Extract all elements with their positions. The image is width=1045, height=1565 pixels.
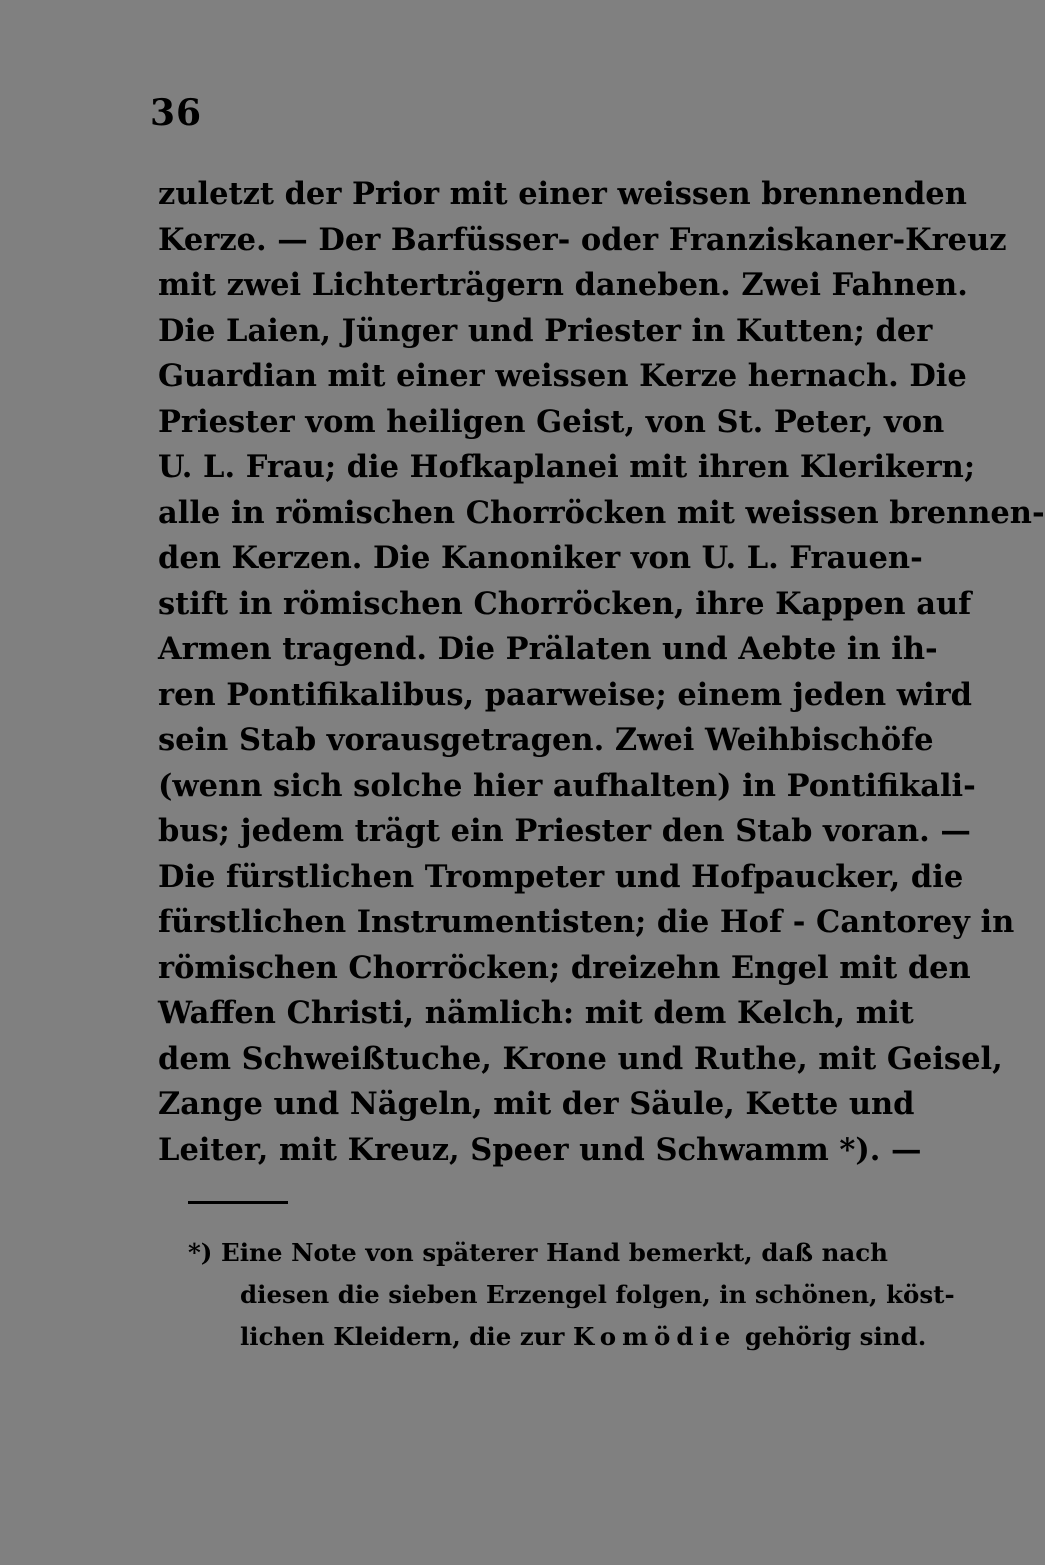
- text-line-17: fürstlichen Instrumentisten; die Hof - Cantorey in: [158, 904, 1015, 940]
- text-line-12: ren Pontifikalibus, paarweise; einem jeden wird: [158, 676, 973, 713]
- footnote-emphasized-word: Komödie: [573, 1322, 737, 1351]
- text-line-4: Die Laien, Jünger und Priester in Kutten; der: [158, 312, 933, 349]
- text-line-13: sein Stab vorausgetragen. Zwei Weihbischöfe: [158, 722, 934, 758]
- footnote-line-3: [188, 1316, 927, 1358]
- footnote-line-2: diesen die sieben Erzengel folgen, in schönen, köst-: [240, 1280, 955, 1309]
- footnote-line-3-end: gehörig sind.: [736, 1322, 927, 1351]
- text-line-14: (wenn sich solche hier aufhalten) in Pontifikali-: [158, 767, 976, 804]
- page-number: 36: [150, 92, 203, 134]
- text-line-5: Guardian mit einer weissen Kerze hernach. Die: [158, 358, 967, 394]
- text-line-10: stift in römischen Chorröcken, ihre Kappen auf: [158, 585, 972, 622]
- text-line-21: Zange und Nägeln, mit der Säule, Kette und: [158, 1086, 915, 1122]
- text-line-7: U. L. Frau; die Hofkaplanei mit ihren Klerikern;: [158, 449, 976, 485]
- text-line-8: alle in römischen Chorröcken mit weissen brennen-: [158, 494, 1045, 531]
- text-line-2: Kerze. — Der Barfüsser- oder Franziskaner-Kreuz: [158, 221, 1007, 258]
- text-line-22: Leiter, mit Kreuz, Speer und Schwamm *). —: [158, 1131, 922, 1168]
- text-line-18: römischen Chorröcken; dreizehn Engel mit den: [158, 949, 971, 986]
- text-line-6: Priester vom heiligen Geist, von St. Peter, von: [158, 403, 945, 440]
- text-line-1: zuletzt der Prior mit einer weissen brennenden: [158, 176, 967, 212]
- footnote-divider: [188, 1201, 288, 1204]
- main-text-block: [158, 172, 1045, 1173]
- footnote-line-3-start: lichen Kleidern, die zur: [240, 1322, 573, 1351]
- text-line-9: den Kerzen. Die Kanoniker von U. L. Frauen-: [158, 540, 923, 576]
- text-line-15: bus; jedem trägt ein Priester den Stab voran. —: [158, 813, 971, 849]
- text-line-16: Die fürstlichen Trompeter und Hofpaucker, die: [158, 858, 964, 895]
- text-line-19: Waffen Christi, nämlich: mit dem Kelch, mit: [158, 995, 914, 1031]
- text-line-20: dem Schweißtuche, Krone und Ruthe, mit Geisel,: [158, 1040, 1003, 1077]
- footnote-line-1: *) Eine Note von späterer Hand bemerkt, daß nach: [188, 1238, 888, 1267]
- footnote: [188, 1232, 955, 1358]
- text-line-11: Armen tragend. Die Prälaten und Aebte in ih-: [158, 631, 938, 667]
- text-line-3: mit zwei Lichterträgern daneben. Zwei Fahnen.: [158, 267, 968, 303]
